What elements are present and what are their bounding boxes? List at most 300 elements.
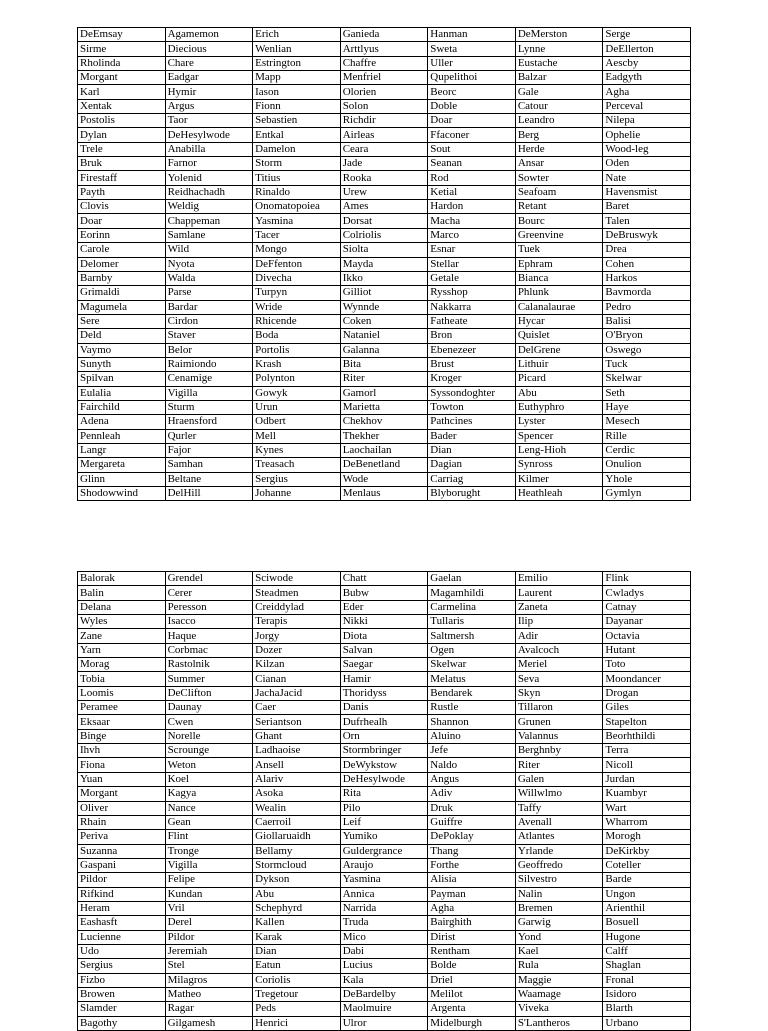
table-cell: Thoridyss <box>340 686 428 700</box>
table-cell: Iason <box>253 85 341 99</box>
table-row <box>78 744 691 758</box>
table-cell: Agha <box>603 85 691 99</box>
table-cell: Morgant <box>78 71 166 85</box>
table-row <box>78 629 691 643</box>
table-cell: Oden <box>603 157 691 171</box>
table-cell: DeWykstow <box>340 758 428 772</box>
table-cell: Esnar <box>428 243 516 257</box>
table-cell: Spencer <box>515 429 603 443</box>
table-cell: Alisia <box>428 873 516 887</box>
table-row <box>78 157 691 171</box>
table-cell: Catnay <box>603 600 691 614</box>
table-cell: Seafoam <box>515 185 603 199</box>
table-cell: Samlane <box>165 228 253 242</box>
table-cell: Ffaconer <box>428 128 516 142</box>
table-cell: Dorsat <box>340 214 428 228</box>
table-cell: Cwladys <box>603 586 691 600</box>
table-cell: Getale <box>428 271 516 285</box>
table-cell: Norelle <box>165 729 253 743</box>
table-cell: Lucius <box>340 959 428 973</box>
table-cell: Barnby <box>78 271 166 285</box>
table-cell: Bader <box>428 429 516 443</box>
table-cell: Tullaris <box>428 615 516 629</box>
table-cell: Dufrhealh <box>340 715 428 729</box>
table-cell: Geoffredo <box>515 858 603 872</box>
table-cell: Udo <box>78 944 166 958</box>
table-cell: Towton <box>428 400 516 414</box>
table-row <box>78 586 691 600</box>
table-cell: Stel <box>165 959 253 973</box>
table-cell: Driel <box>428 973 516 987</box>
table-cell: Octavia <box>603 629 691 643</box>
table-cell: Slamder <box>78 1002 166 1016</box>
table-cell: Mayda <box>340 257 428 271</box>
table-cell: Catour <box>515 99 603 113</box>
table-cell: Nilepa <box>603 114 691 128</box>
table-cell: Walda <box>165 271 253 285</box>
table-cell: Haque <box>165 629 253 643</box>
table-cell: Leandro <box>515 114 603 128</box>
table-cell: Ghant <box>253 729 341 743</box>
table-cell: Dagian <box>428 458 516 472</box>
table-cell: Fronal <box>603 973 691 987</box>
table-cell: Chekhov <box>340 415 428 429</box>
table-cell: Cohen <box>603 257 691 271</box>
table-cell: Atlantes <box>515 830 603 844</box>
table-cell: Saltmersh <box>428 629 516 643</box>
table-cell: Dykson <box>253 873 341 887</box>
table-cell: Aluino <box>428 729 516 743</box>
table-cell: Melatus <box>428 672 516 686</box>
table-cell: Harkos <box>603 271 691 285</box>
table-cell: Dirist <box>428 930 516 944</box>
table-row <box>78 815 691 829</box>
table-cell: Picard <box>515 372 603 386</box>
table-cell: Annica <box>340 887 428 901</box>
table-cell: Thekher <box>340 429 428 443</box>
table-cell: Pilo <box>340 801 428 815</box>
table-cell: Thang <box>428 844 516 858</box>
table-row <box>78 930 691 944</box>
table-cell: Rustle <box>428 701 516 715</box>
table-cell: Beltane <box>165 472 253 486</box>
table-cell: Guiffre <box>428 815 516 829</box>
table-cell: Nikki <box>340 615 428 629</box>
table-cell: Wyles <box>78 615 166 629</box>
table-cell: Willwlmo <box>515 787 603 801</box>
table-cell: Serge <box>603 28 691 42</box>
table-cell: Stormcloud <box>253 858 341 872</box>
table-cell: Airleas <box>340 128 428 142</box>
table-cell: Milagros <box>165 973 253 987</box>
table-cell: Calanalaurae <box>515 300 603 314</box>
table-cell: Caerroil <box>253 815 341 829</box>
table-cell: DelHill <box>165 487 253 501</box>
table-cell: Skelwar <box>603 372 691 386</box>
table-cell: Wood-leg <box>603 142 691 156</box>
table-cell: Blarth <box>603 1002 691 1016</box>
table-cell: Diecious <box>165 42 253 56</box>
table-cell: Chare <box>165 56 253 70</box>
table-row <box>78 458 691 472</box>
table-row <box>78 28 691 42</box>
table-cell: Sweta <box>428 42 516 56</box>
table-cell: Derel <box>165 916 253 930</box>
table-row <box>78 772 691 786</box>
table-cell: Kundan <box>165 887 253 901</box>
table-cell: Angus <box>428 772 516 786</box>
table-cell: Giles <box>603 701 691 715</box>
table-cell: Balzar <box>515 71 603 85</box>
table-cell: Asoka <box>253 787 341 801</box>
table-cell: O'Bryon <box>603 329 691 343</box>
table-cell: Menfriel <box>340 71 428 85</box>
table-cell: Tobia <box>78 672 166 686</box>
table-cell: Urbano <box>603 1016 691 1030</box>
table-cell: Eder <box>340 600 428 614</box>
table-cell: Ketial <box>428 185 516 199</box>
table-cell: Carmelina <box>428 600 516 614</box>
table-cell: Sunyth <box>78 357 166 371</box>
table-cell: Eulalia <box>78 386 166 400</box>
table-cell: DeMerston <box>515 28 603 42</box>
table-cell: Wharrom <box>603 815 691 829</box>
table-cell: Leng-Hioh <box>515 443 603 457</box>
table-cell: Rholinda <box>78 56 166 70</box>
table-cell: Peds <box>253 1002 341 1016</box>
table-cell: Bellamy <box>253 844 341 858</box>
table-cell: Peramee <box>78 701 166 715</box>
table-cell: Pildor <box>78 873 166 887</box>
table-cell: Lyster <box>515 415 603 429</box>
table-cell: Sturm <box>165 400 253 414</box>
table-cell: Leif <box>340 815 428 829</box>
table-cell: DeBenetland <box>340 458 428 472</box>
table-cell: Mapp <box>253 71 341 85</box>
table-row <box>78 959 691 973</box>
table-cell: Delana <box>78 600 166 614</box>
table-cell: Flink <box>603 572 691 586</box>
table-row <box>78 472 691 486</box>
table-cell: Cerer <box>165 586 253 600</box>
table-cell: Deld <box>78 329 166 343</box>
table-cell: Kynes <box>253 443 341 457</box>
table-cell: Eadgyth <box>603 71 691 85</box>
table-cell: Ikko <box>340 271 428 285</box>
table-cell: Dozer <box>253 643 341 657</box>
table-cell: Perceval <box>603 99 691 113</box>
table-cell: Qurler <box>165 429 253 443</box>
table-row <box>78 987 691 1001</box>
table-cell: Guldergrance <box>340 844 428 858</box>
table-row <box>78 686 691 700</box>
table-cell: Rita <box>340 787 428 801</box>
table-cell: Eksaar <box>78 715 166 729</box>
table-cell: Carriag <box>428 472 516 486</box>
table-cell: Doble <box>428 99 516 113</box>
table-cell: Rinaldo <box>253 185 341 199</box>
table-cell: Forthe <box>428 858 516 872</box>
table-cell: Jorgy <box>253 629 341 643</box>
table-cell: Havensmist <box>603 185 691 199</box>
table-cell: Giollaruaidh <box>253 830 341 844</box>
table-cell: Fairchild <box>78 400 166 414</box>
table-cell: Arienthil <box>603 901 691 915</box>
table-row <box>78 758 691 772</box>
table-cell: Vigilla <box>165 386 253 400</box>
table-row <box>78 329 691 343</box>
table-cell: Erich <box>253 28 341 42</box>
table-cell: Postolis <box>78 114 166 128</box>
table-cell: Baret <box>603 200 691 214</box>
table-cell: Rastolnik <box>165 658 253 672</box>
table-cell: Ansar <box>515 157 603 171</box>
table-cell: Parse <box>165 286 253 300</box>
table-cell: Bubw <box>340 586 428 600</box>
table-cell: Creiddylad <box>253 600 341 614</box>
table-cell: Fiona <box>78 758 166 772</box>
table-cell: Kuambyr <box>603 787 691 801</box>
names-table-1 <box>77 27 691 501</box>
table-cell: Seth <box>603 386 691 400</box>
table-cell: Kallen <box>253 916 341 930</box>
table-cell: Avenall <box>515 815 603 829</box>
table-cell: Coken <box>340 314 428 328</box>
table-cell: Langr <box>78 443 166 457</box>
table-cell: Barde <box>603 873 691 887</box>
table-cell: Jade <box>340 157 428 171</box>
table-cell: Silvestro <box>515 873 603 887</box>
table-cell: Skelwar <box>428 658 516 672</box>
table-row <box>78 71 691 85</box>
table-row <box>78 973 691 987</box>
table-cell: DeBardelby <box>340 987 428 1001</box>
table-row <box>78 185 691 199</box>
table-cell: Tillaron <box>515 701 603 715</box>
table-cell: Gamorl <box>340 386 428 400</box>
table-cell: Tregetour <box>253 987 341 1001</box>
table-cell: Tuck <box>603 357 691 371</box>
table-cell: Hardon <box>428 200 516 214</box>
table-cell: Estrington <box>253 56 341 70</box>
table-cell: Macha <box>428 214 516 228</box>
table-cell: Fajor <box>165 443 253 457</box>
table-cell: Aescby <box>603 56 691 70</box>
table-cell: DeEmsay <box>78 28 166 42</box>
table-cell: Seriantson <box>253 715 341 729</box>
table-cell: Euthyphro <box>515 400 603 414</box>
table-cell: Pathcines <box>428 415 516 429</box>
table-row <box>78 1002 691 1016</box>
table-cell: Nakkarra <box>428 300 516 314</box>
table-cell: Calff <box>603 944 691 958</box>
table-cell: Storm <box>253 157 341 171</box>
table-cell: Hanman <box>428 28 516 42</box>
table-row <box>78 715 691 729</box>
table-cell: Titius <box>253 171 341 185</box>
table-cell: Gilgamesh <box>165 1016 253 1030</box>
table-cell: Argenta <box>428 1002 516 1016</box>
table-row <box>78 271 691 285</box>
table-cell: Odbert <box>253 415 341 429</box>
table-cell: Firestaff <box>78 171 166 185</box>
table-cell: Morgant <box>78 787 166 801</box>
table-cell: DeClifton <box>165 686 253 700</box>
table-cell: Raimiondo <box>165 357 253 371</box>
table-cell: Ogen <box>428 643 516 657</box>
table-cell: Melilot <box>428 987 516 1001</box>
table-cell: Ebenezeer <box>428 343 516 357</box>
table-cell: Hraensford <box>165 415 253 429</box>
table-cell: Magumela <box>78 300 166 314</box>
table-cell: Onulion <box>603 458 691 472</box>
table-cell: Binge <box>78 729 166 743</box>
table-cell: Gaspani <box>78 858 166 872</box>
table-row <box>78 916 691 930</box>
table-cell: Heram <box>78 901 166 915</box>
table-cell: Sere <box>78 314 166 328</box>
table-cell: Bagothy <box>78 1016 166 1030</box>
table-cell: Beorhthildi <box>603 729 691 743</box>
table-cell: DeFfenton <box>253 257 341 271</box>
table-cell: Vril <box>165 901 253 915</box>
table-cell: Ilip <box>515 615 603 629</box>
table-cell: Urew <box>340 185 428 199</box>
table-cell: Drea <box>603 243 691 257</box>
table-cell: Galanna <box>340 343 428 357</box>
table-cell: Truda <box>340 916 428 930</box>
table-cell: Urun <box>253 400 341 414</box>
table-cell: Talen <box>603 214 691 228</box>
table-row <box>78 314 691 328</box>
table-cell: Mongo <box>253 243 341 257</box>
table-cell: Yumiko <box>340 830 428 844</box>
table-row <box>78 300 691 314</box>
table-cell: Cenamige <box>165 372 253 386</box>
table-cell: Sout <box>428 142 516 156</box>
table-row <box>78 443 691 457</box>
table-cell: Ames <box>340 200 428 214</box>
table-row <box>78 572 691 586</box>
table-cell: Kagya <box>165 787 253 801</box>
table-cell: Waamage <box>515 987 603 1001</box>
table-cell: Chatt <box>340 572 428 586</box>
table-row <box>78 343 691 357</box>
table-row <box>78 415 691 429</box>
table-cell: Karak <box>253 930 341 944</box>
table-cell: Taor <box>165 114 253 128</box>
table-cell: Quislet <box>515 329 603 343</box>
table-cell: Yrlande <box>515 844 603 858</box>
table-cell: Ungon <box>603 887 691 901</box>
table-cell: Coriolis <box>253 973 341 987</box>
table-cell: Jeremiah <box>165 944 253 958</box>
table-cell: Vaymo <box>78 343 166 357</box>
table-cell: Damelon <box>253 142 341 156</box>
table-cell: Kroger <box>428 372 516 386</box>
table-cell: Taffy <box>515 801 603 815</box>
table-cell: Solon <box>340 99 428 113</box>
table-cell: Maggie <box>515 973 603 987</box>
table-cell: Divecha <box>253 271 341 285</box>
table-cell: Yasmina <box>253 214 341 228</box>
table-cell: JachaJacid <box>253 686 341 700</box>
table-cell: Wode <box>340 472 428 486</box>
table-cell: Yond <box>515 930 603 944</box>
table-cell: Magamhildi <box>428 586 516 600</box>
table-row <box>78 787 691 801</box>
table-cell: Doar <box>428 114 516 128</box>
table-cell: Hycar <box>515 314 603 328</box>
table-cell: Steadmen <box>253 586 341 600</box>
table-cell: Fatheate <box>428 314 516 328</box>
table-cell: Moondancer <box>603 672 691 686</box>
table-cell: Bremen <box>515 901 603 915</box>
table-cell: Krash <box>253 357 341 371</box>
table-row <box>78 701 691 715</box>
table-cell: Agha <box>428 901 516 915</box>
table-row <box>78 643 691 657</box>
table-cell: Nyota <box>165 257 253 271</box>
table-row <box>78 729 691 743</box>
table-cell: Berg <box>515 128 603 142</box>
table-cell: Spilvan <box>78 372 166 386</box>
table-row <box>78 114 691 128</box>
table-cell: Toto <box>603 658 691 672</box>
table-cell: Eatun <box>253 959 341 973</box>
table-row <box>78 400 691 414</box>
table-cell: Rille <box>603 429 691 443</box>
table-cell: Nance <box>165 801 253 815</box>
table-cell: Ephram <box>515 257 603 271</box>
table-cell: Mergareta <box>78 458 166 472</box>
table-cell: Payth <box>78 185 166 199</box>
table-cell: Isacco <box>165 615 253 629</box>
table-cell: Samhan <box>165 458 253 472</box>
table-row <box>78 801 691 815</box>
table-cell: Oliver <box>78 801 166 815</box>
table-cell: Saegar <box>340 658 428 672</box>
table-cell: Araujo <box>340 858 428 872</box>
table-cell: Hamir <box>340 672 428 686</box>
table-row <box>78 600 691 614</box>
table-cell: Uller <box>428 56 516 70</box>
table-row <box>78 1016 691 1030</box>
table-cell: Staver <box>165 329 253 343</box>
table-cell: Kala <box>340 973 428 987</box>
table-cell: Bianca <box>515 271 603 285</box>
table-cell: Salvan <box>340 643 428 657</box>
table-cell: Ladhaoise <box>253 744 341 758</box>
table-cell: Delomer <box>78 257 166 271</box>
table-cell: Herde <box>515 142 603 156</box>
table-cell: Grunen <box>515 715 603 729</box>
table-cell: Rifkind <box>78 887 166 901</box>
table-cell: Ihvh <box>78 744 166 758</box>
table-cell: DePoklay <box>428 830 516 844</box>
table-cell: Carole <box>78 243 166 257</box>
table-cell: Schephyrd <box>253 901 341 915</box>
table-cell: Wynnde <box>340 300 428 314</box>
table-cell: Stellar <box>428 257 516 271</box>
table-cell: Karl <box>78 85 166 99</box>
table-cell: Gaelan <box>428 572 516 586</box>
table-cell: Jefe <box>428 744 516 758</box>
table-row <box>78 844 691 858</box>
table-row <box>78 85 691 99</box>
table-cell: Bolde <box>428 959 516 973</box>
table-cell: Boda <box>253 329 341 343</box>
